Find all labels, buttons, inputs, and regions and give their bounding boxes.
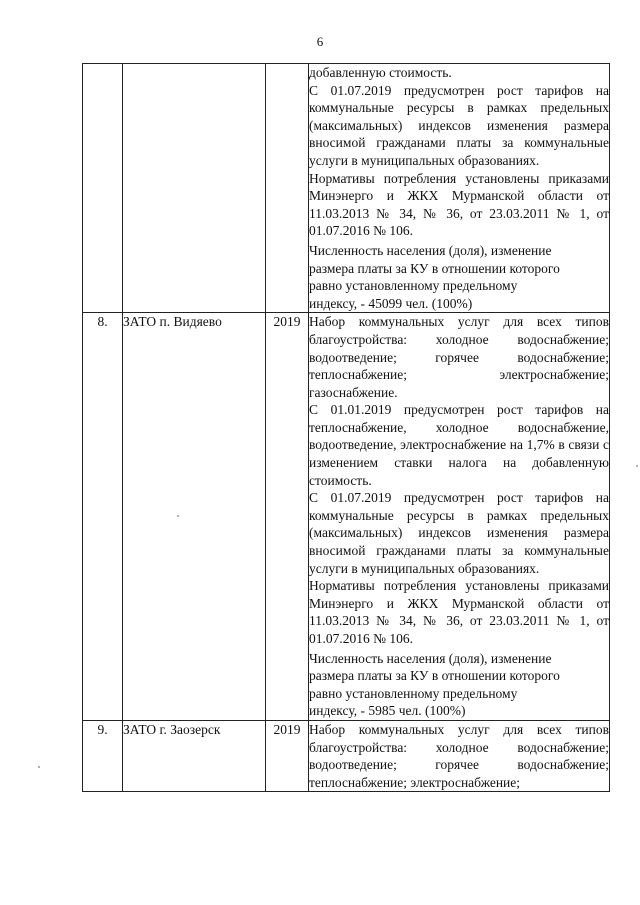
tariff-table xyxy=(82,63,610,792)
municipality-cell: ЗАТО п. Видяево xyxy=(123,313,266,721)
population-line: равно установленному предельному xyxy=(309,685,518,701)
table-row xyxy=(83,64,610,313)
description-cell xyxy=(309,720,610,791)
row-number-cell: 9. xyxy=(83,720,123,791)
population-line: Численность населения (доля), изменение xyxy=(309,242,552,258)
municipality-cell: ЗАТО г. Заозерск xyxy=(123,720,266,791)
description-paragraph: С 01.01.2019 предусмотрен рост тарифов на теплоснабжение, холодное водоснабжение, водоотведение, электроснабжение на 1,7% в связи с изменением ставки налога на добавленную стоимость. xyxy=(309,402,609,488)
description-cell xyxy=(309,313,610,721)
description-paragraph: Нормативы потребления установлены приказами Минэнерго и ЖКХ Мурманской области от 11.03.2013 № 34, № 36, от 23.03.2011 № 1, от 01.07.2016 № 106. xyxy=(309,170,609,239)
scan-speck xyxy=(636,465,638,467)
population-line: размера платы за КУ в отношении которого xyxy=(309,668,560,684)
population-line: индексу, - 5985 чел. (100%) xyxy=(309,703,466,719)
description-paragraph: добавленную стоимость. xyxy=(309,65,452,80)
population-line: Численность населения (доля), изменение xyxy=(309,650,552,666)
table-row xyxy=(83,720,610,791)
page-number: 6 xyxy=(316,34,324,49)
description-paragraph: С 01.07.2019 предусмотрен рост тарифов на коммунальные ресурсы в рамках предельных (максимальных) индексов изменения размера вносимой гражданами платы за коммунальные услуги в муниципальных образованиях. xyxy=(309,82,609,168)
description-paragraph: Набор коммунальных услуг для всех типов благоустройства: холодное водоснабжение; водоотведение; горячее водоснабжение; теплоснабжение; электроснабжение; газоснабжение. xyxy=(309,314,609,400)
scan-speck xyxy=(38,766,40,768)
table-row xyxy=(83,313,610,721)
year-cell xyxy=(266,64,309,313)
population-note xyxy=(309,650,609,720)
population-line: индексу, - 45099 чел. (100%) xyxy=(309,295,473,311)
description-paragraph: Набор коммунальных услуг для всех типов благоустройства: холодное водоснабжение; водоотведение; горячее водоснабжение; теплоснабжение; электроснабжение; xyxy=(309,721,609,790)
description-paragraph: С 01.07.2019 предусмотрен рост тарифов на коммунальные ресурсы в рамках предельных (максимальных) индексов изменения размера вносимой гражданами платы за коммунальные услуги в муниципальных образованиях. xyxy=(309,490,609,576)
population-line: равно установленному предельному xyxy=(309,278,518,294)
row-number-cell xyxy=(83,64,123,313)
year-cell: 2019 xyxy=(266,313,309,721)
row-number-cell: 8. xyxy=(83,313,123,721)
year-cell: 2019 xyxy=(266,720,309,791)
population-note xyxy=(309,242,609,312)
population-line: размера платы за КУ в отношении которого xyxy=(309,260,560,276)
description-cell xyxy=(309,64,610,313)
municipality-cell xyxy=(123,64,266,313)
description-paragraph: Нормативы потребления установлены приказами Минэнерго и ЖКХ Мурманской области от 11.03.2013 № 34, № 36, от 23.03.2011 № 1, от 01.07.2016 № 106. xyxy=(309,578,609,646)
scan-speck xyxy=(177,515,179,517)
